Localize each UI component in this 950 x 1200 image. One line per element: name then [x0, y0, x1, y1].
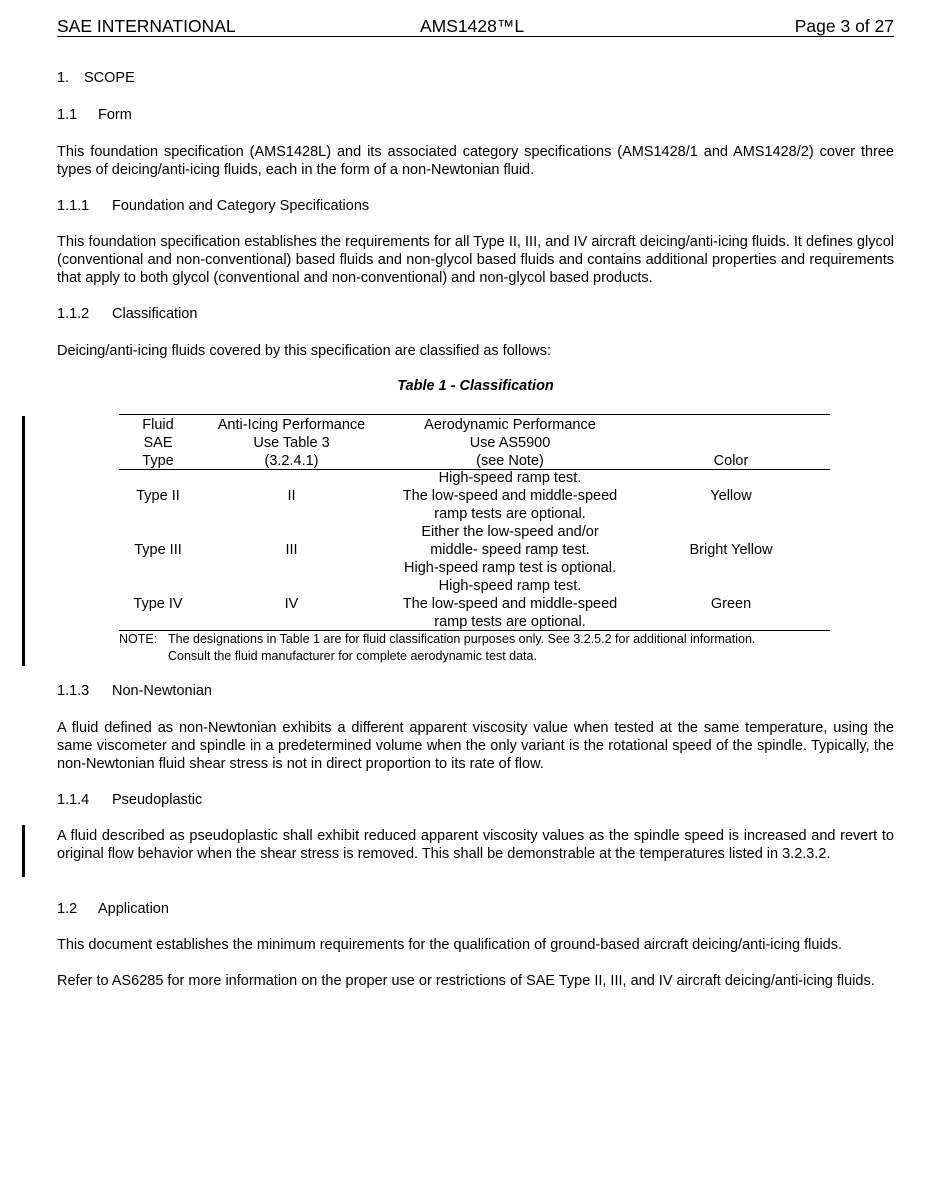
section-title: Classification — [112, 306, 198, 322]
header-line: SAE — [143, 435, 173, 451]
paragraph-1-2-a: This document establishes the minimum requirements for the qualification of ground-based aircraft deicing/anti-icing fluids. — [57, 937, 843, 953]
cell-type: Type II — [136, 488, 180, 504]
section-heading-1-1-2 — [57, 305, 894, 323]
cell-color: Green — [710, 596, 752, 612]
paragraph-1-1-1: This foundation specification establishes the requirements for all Type II, III, and IV aircraft deicing/anti-icing fluids. It defines glycol (conventional and non-conventional) based fluids and non-glycol based fluids and contains additional properties and requirements that apply to both glycol (conventional and non-conventional) and non-glycol based products. — [57, 234, 894, 286]
cell-color: Yellow — [710, 488, 752, 504]
section-number: 1. — [57, 70, 70, 86]
note-line: Consult the fluid manufacturer for complete aerodynamic test data. — [168, 649, 537, 663]
header-line: (see Note) — [476, 453, 544, 469]
header-line: Use AS5900 — [469, 435, 551, 451]
cell-line: ramp tests are optional. — [434, 614, 586, 630]
section-heading-1 — [57, 69, 894, 87]
change-bar — [22, 416, 25, 666]
cell-anti-icing: IV — [284, 596, 299, 612]
paragraph-1-1-2: Deicing/anti-icing fluids covered by this specification are classified as follows: — [57, 343, 552, 359]
section-title: SCOPE — [84, 70, 135, 86]
cell-type: Type III — [134, 542, 182, 558]
cell-line: ramp tests are optional. — [434, 506, 586, 522]
note-label: NOTE: — [119, 632, 158, 646]
cell-line: The low-speed and middle-speed — [402, 596, 618, 612]
header-line: Anti-Icing Performance — [217, 417, 366, 433]
cell-line: middle- speed ramp test. — [430, 542, 590, 558]
section-heading-1-2 — [57, 900, 894, 918]
section-title: Foundation and Category Specifications — [112, 198, 370, 214]
section-heading-1-1-4 — [57, 791, 894, 809]
note-line: The designations in Table 1 are for fluid classification purposes only. See 3.2.5.2 for additional information. — [168, 632, 756, 646]
paragraph-1-1-3: A fluid defined as non-Newtonian exhibits a different apparent viscosity value when tested at the same temperature, using the same viscometer and spindle in a predetermined volume when the only variant is the rotational speed of the spindle. Typically, the non-Newtonian fluid shear stress is not in direct proportion to its rate of flow. — [57, 720, 894, 772]
cell-aerodynamic — [384, 577, 636, 631]
header-line: Type — [142, 453, 174, 469]
header-line: Fluid — [142, 417, 174, 433]
cell-aerodynamic — [384, 523, 636, 577]
cell-line: High-speed ramp test. — [438, 578, 582, 594]
cell-color: Bright Yellow — [689, 542, 773, 558]
header-line: Use Table 3 — [253, 435, 330, 451]
note-text — [168, 631, 848, 665]
section-number: 1.1.3 — [57, 683, 90, 699]
change-bar — [22, 825, 25, 877]
cell-anti-icing: III — [285, 542, 298, 558]
header-doc-id: AMS1428™L — [420, 16, 525, 36]
paragraph-1-1: This foundation specification (AMS1428L) and its associated category specifications (AMS1428/1 and AMS1428/2) cover three types of deicing/anti-icing fluids, each in the form of a non-Newtonian fluid. — [57, 144, 894, 178]
header-page-number: Page 3 of 27 — [794, 16, 894, 36]
section-heading-1-1-1 — [57, 197, 894, 215]
section-title: Non-Newtonian — [112, 683, 212, 699]
cell-line: High-speed ramp test. — [438, 470, 582, 486]
header-fluid-type — [119, 416, 197, 470]
table-title: Table 1 - Classification — [397, 378, 554, 394]
section-number: 1.1.4 — [57, 792, 90, 808]
section-heading-1-1-3 — [57, 682, 894, 700]
table-top-rule — [119, 414, 830, 415]
section-number: 1.2 — [57, 901, 78, 917]
header-line: (3.2.4.1) — [264, 453, 319, 469]
section-title: Form — [98, 107, 132, 123]
header-anti-icing — [199, 416, 384, 470]
page-header — [57, 16, 894, 37]
section-heading-1-1 — [57, 106, 894, 124]
section-title: Application — [98, 901, 169, 917]
section-title: Pseudoplastic — [112, 792, 203, 808]
section-number: 1.1 — [57, 107, 78, 123]
paragraph-1-2-b: Refer to AS6285 for more information on the proper use or restrictions of SAE Type II, III, and IV aircraft deicing/anti-icing fluids. — [57, 973, 875, 989]
section-number: 1.1.1 — [57, 198, 90, 214]
cell-line: The low-speed and middle-speed — [402, 488, 618, 504]
header-color: Color — [713, 453, 749, 469]
cell-line: Either the low-speed and/or — [421, 524, 599, 540]
header-org: SAE INTERNATIONAL — [57, 16, 236, 36]
header-aerodynamic — [384, 416, 636, 470]
header-line: Aerodynamic Performance — [424, 417, 596, 433]
cell-type: Type IV — [133, 596, 183, 612]
cell-line: High-speed ramp test is optional. — [404, 560, 616, 576]
cell-anti-icing: II — [287, 488, 296, 504]
paragraph-1-1-4: A fluid described as pseudoplastic shall exhibit reduced apparent viscosity values as the spindle speed is increased and revert to original flow behavior when the shear stress is removed. This shall be demonstrable at the temperatures listed in 3.2.3.2. — [57, 828, 894, 862]
cell-aerodynamic — [384, 469, 636, 523]
section-number: 1.1.2 — [57, 306, 90, 322]
